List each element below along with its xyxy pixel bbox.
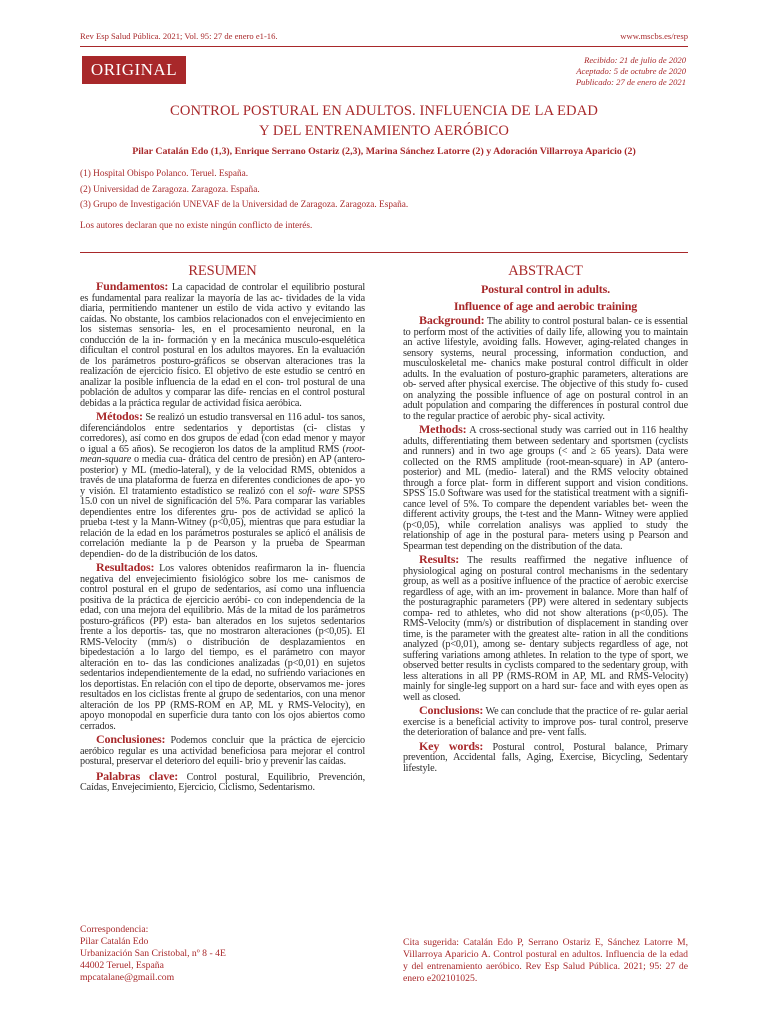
fundamentos-label: Fundamentos: — [96, 279, 169, 293]
resumen-fundamentos — [80, 281, 365, 409]
resultados-text: Los valores obtenidos reafirmaron la in- fluencia negativa del envejecimiento fisiológico sobre los me- canismos de control postural en el grupo de sedentarios, así como una influencia positiva de la práctica de ejercicio aeróbi- co con independencia de la edad, con una mejora del equilibrio. Más de la mitad de los parámetros posturo-gráficos (PP) esta- ban alterados en los sujetos sedentarios frente a los deportis- tas, que no mostraron alteraciones (p<0,05). El RMS-Velocity (mm/s) o distribución de desplazamientos en bipedestación a lo largo del tiempo, es el parámetro con mayor alteración en to- das las condiciones analizadas (p<0,01) en sujetos sedentarios independientemente de la edad, no sufriendo variaciones en los deportistas. En relación con el tipo de deporte, observamos me- jores resultados en los ciclistas frente al grupo de sedentarios, con una menor alteración de los PP (RMS-ROM en AP, ML y RMS-Velocity), en apoyo monopodal en superficie dura tanto con los ojos abiertos como cerrados. — [80, 563, 365, 732]
suggested-citation: Cita sugerida: Catalán Edo P, Serrano Ostariz E, Sánchez Latorre M, Villarroya Aparicio A. Control postural en adultos. Influencia de la edad y del entrenamiento aeróbico. Rev Esp Salud Pública. 2021; 95: 27 de enero e202101025. — [403, 937, 688, 984]
section-rule — [80, 252, 688, 253]
title-line-2: Y DEL ENTRENAMIENTO AERÓBICO — [259, 123, 509, 139]
abstract-column — [403, 262, 688, 776]
metodos-text-3: SPSS 15.0 con un nivel de significación del 5%. Para comparar las variables dependientes entre los diferentes gru- pos de actividad se aplicó la prueba t-test y la Mann-Witney (p<0,05), mientras que para estudiar la relación de la edad en los parámetros posturales se aplicó el análisis de correlación mediante la p de Pearson y la prueba de Spearman dependien- do de la distribución de los datos. — [80, 485, 365, 560]
conclusions-text: We can conclude that the practice of re- gular aerial exercise is a beneficial activity to improve pos- tural control, preserve the deterioration of balance and pre- vent falls. — [403, 706, 689, 738]
conclusiones-text: Podemos concluir que la práctica de ejercicio aeróbico regular es una actividad beneficiosa para mejorar el control postural, preservar el deterioro del equili- brio y prevenir las caídas. — [80, 735, 365, 767]
background-text: The ability to control postural balan- ce is essential to perform most of the activities of daily life, allowing you to maintain an active lifestyle, avoiding falls. However, aging-related changes in sensory systems, neural processing, information conduction, and musculoskeletal me- chanics make postural control difficult in older adults. In the evaluation of posturo-graphic parameters, alterations are ob- served after physical exercise. The objective of this study fo- cused on analyzing the possible influence of age on postural control in an adult population and comparing the differences in postural control due to the regular practice of aerobic phy- sical activity. — [403, 316, 688, 422]
correspondence-address-2: 44002 Teruel, España — [80, 960, 164, 971]
resultados-label: Resultados: — [96, 560, 155, 574]
correspondence-address-1: Urbanización San Cristobal, nº 8 - 4E — [80, 948, 226, 959]
key-words-text: Postural control, Postural balance, Primary prevention, Accidental falls, Aging, Exercise, Bicycling, Sedentary lifestyle. — [403, 741, 688, 774]
running-header — [80, 29, 688, 43]
conflict-of-interest: Los autores declaran que no existe ningún conflicto de interés. — [80, 221, 313, 231]
affiliation-2: (2) Universidad de Zaragoza. Zaragoza. España. — [80, 184, 260, 195]
correspondence-block — [80, 924, 226, 984]
key-words-label: Key words: — [419, 738, 484, 753]
methods-label: Methods: — [419, 422, 467, 436]
results-label: Results: — [419, 552, 460, 566]
resumen-resultados — [80, 562, 365, 732]
accepted-date: Aceptado: 5 de octubre de 2020 — [576, 66, 686, 76]
affiliation-3: (3) Grupo de Investigación UNEVAF de la Universidad de Zaragoza. Zaragoza. España. — [80, 200, 409, 211]
correspondence-email[interactable]: mpcatalane@gmail.com — [80, 972, 175, 983]
conclusiones-label: Conclusiones: — [96, 732, 166, 746]
affiliations — [80, 167, 408, 214]
resumen-metodos — [80, 411, 365, 560]
abstract-title-line-2: Influence of age and aerobic training — [453, 299, 638, 313]
affiliation-1: (1) Hospital Obispo Polanco. Teruel. España. — [80, 169, 249, 179]
palabras-clave-label: Palabras clave: — [96, 768, 179, 783]
abstract-results — [403, 554, 688, 703]
journal-website[interactable]: www.mscbs.es/resp — [620, 31, 688, 41]
abstract-conclusions — [403, 705, 688, 739]
abstract-title-line-1: Postural control in adults. — [480, 282, 611, 296]
received-date: Recibido: 21 de julio de 2020 — [584, 55, 686, 65]
abstract-methods — [403, 424, 688, 552]
resumen-conclusiones — [80, 734, 365, 768]
conclusions-label: Conclusions: — [419, 703, 484, 717]
abstract-background — [403, 315, 688, 422]
abstract-heading: ABSTRACT — [508, 263, 583, 279]
results-text: The results reaffirmed the negative influence of physiological aging on postural control mechanisms in the sedentary group, as well as a positive influence of the practice of aerobic exercise regardless of age, with an im- provement in balance. More than half of the posturagraphic parameters (PP) were altered in sedentary subjects compa- red to athletes, who did not show alterations (p<0,05). The RMS-Velocity (mm/s) or distribution of displacement in standing over time, is the parameter with the greatest alte- ration in all the conditions analyzed (p<0,01), among se- dentary subjects regardless of age, not suffering variations among athletes. In relation to the type of sport, we observed better results in cyclists compared to the sedentary group, with less alterations in all PP (RMS-ROM in AP, ML and RMS-Velocity) mainly for single-leg support on a hard sur- face and with eyes open as well as closed. — [403, 555, 689, 703]
metodos-text-1: Se realizó un estudio transversal en 116 adul- tos sanos, diferenciándolos entre sedentarios y deportistas (ci- clistas y corredores), así como en dos grupos de edad (con edad menor y mayor o igual a 65 años). Se recogieron los datos de la amplitud RMS ( — [80, 412, 365, 455]
metodos-italic-2: soft- ware — [298, 485, 339, 497]
resumen-column — [80, 262, 365, 796]
author-list: Pilar Catalán Edo (1,3), Enrique Serrano Ostariz (2,3), Marina Sánchez Latorre (2) y Adoración Villarroya Aparicio (2) — [132, 146, 636, 157]
journal-reference: Rev Esp Salud Pública. 2021; Vol. 95: 27 de enero e1-16. — [80, 31, 278, 41]
abstract-keywords — [403, 738, 688, 775]
palabras-clave-text: Control postural, Equilibrio, Prevención, Caídas, Envejecimiento, Ejercicio, Ciclismo, Sedentarismo. — [80, 771, 365, 793]
fundamentos-text: La capacidad de controlar el equilibrio postural es fundamental para realizar la mayoría de las ac- tividades de la vida diaria, permitiendo mantener un estilo de vida activo y evitando las caídas. No obstante, los cambios relacionados con el envejecimiento en los sistemas sensoria- les, en el procesamiento neuronal, en la conducción de la in- formación y en la mecánica musculo-esquelética dificultan el control postural en los adultos mayores. En la evaluación de los parámetros posturo-gráficos se observan alteraciones tras la realización de ejercicio físico. El objetivo de este estudio se centró en analizar la posible influencia de la edad en el con- trol postural de una población de adultos y comparar las dife- rencias en el control postural debidas a la práctica regular de actividad física aeróbica. — [80, 282, 365, 409]
published-date: Publicado: 27 de enero de 2021 — [575, 77, 686, 87]
correspondence-label: Correspondencia: — [80, 924, 149, 935]
metodos-label: Métodos: — [96, 409, 143, 423]
background-label: Background: — [419, 313, 485, 327]
metodos-italic-1: root-mean-square — [80, 443, 365, 465]
article-dates — [576, 55, 686, 88]
methods-text: A cross-sectional study was carried out in 116 healthy adults, differentiating them between sedentary and sportsmen (cyclists and runners) and in two age groups (< and ≥ 65 years). Data were collected on the RMS amplitude (root-mean-square) in AP (antero-posterior) and ML (medio- lateral) and the RMS velocity obtained through a force plat- form in different support and vision conditions. SPSS 15.0 Software was used for the statistical treatment with a signifi- cance level of 5%. To compare the dependent variables bet- ween the different activity groups, the t-test and the Mann- Witney were applied (p<0,05), while correlation analisys was applied to study the relationship of age in the postural para- meters using p Pearson and Spearman test depending on the distribution of the data. — [403, 425, 688, 552]
metodos-text-2: o media cua- drática del centro de presión) en AP (antero-posterior) y ML (medio-lateral), y de la velocidad RMS, obtenidos a través de una plataforma de fuerza en diferentes condiciones de apo- yo y visión. El tratamiento estadístico se realizó con el — [80, 454, 365, 497]
article-title — [80, 101, 688, 141]
article-type-badge: ORIGINAL — [82, 56, 186, 84]
header-rule — [80, 46, 688, 47]
resumen-heading: RESUMEN — [188, 263, 257, 279]
correspondence-name: Pilar Catalán Edo — [80, 936, 149, 947]
title-line-1: CONTROL POSTURAL EN ADULTOS. INFLUENCIA DE LA EDAD — [170, 103, 598, 119]
resumen-keywords — [80, 768, 365, 794]
